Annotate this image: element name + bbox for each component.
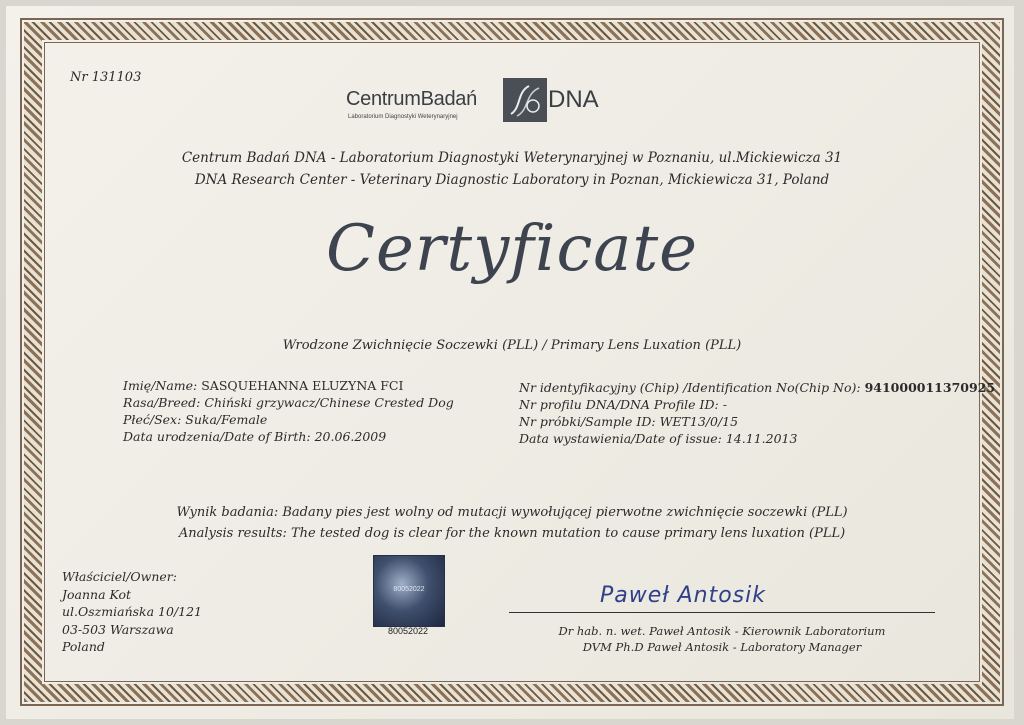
profile-row bbox=[519, 396, 995, 413]
hologram-seal bbox=[373, 555, 445, 627]
owner-label: Właściciel/Owner: bbox=[62, 569, 177, 584]
chip-row bbox=[519, 379, 995, 396]
lab-logo bbox=[346, 78, 616, 124]
certificate-title: Certyficate bbox=[325, 212, 699, 286]
dog-name-row bbox=[123, 377, 454, 394]
signer-title-english: DVM Ph.D Paweł Antosik - Laboratory Manager bbox=[582, 640, 862, 654]
owner-name: Joanna Kot bbox=[62, 586, 132, 602]
hologram-number-under: 80052022 bbox=[387, 626, 429, 636]
address-polish: Centrum Badań DNA - Laboratorium Diagnostyki Weterynaryjnej w Poznaniu, ul.Mickiewicza 31 bbox=[181, 150, 843, 166]
results-polish: Wynik badania: Badany pies jest wolny od mutacji wywołującej pierwotne zwichnięcie soczewki (PLL) bbox=[176, 505, 848, 520]
identification-details bbox=[519, 379, 995, 447]
chip-number: 941000011370925 bbox=[864, 380, 996, 395]
owner-block bbox=[62, 568, 202, 656]
dog-dob: 20.06.2009 bbox=[314, 429, 387, 444]
dog-dob-label: Data urodzenia/Date of Birth: bbox=[123, 429, 311, 444]
dog-breed-row bbox=[123, 394, 454, 411]
results-english: Analysis results: The tested dog is clear for the known mutation to cause primary lens luxation (PLL) bbox=[178, 526, 846, 541]
logo-subtitle: Laboratorium Diagnostyki Weterynaryjnej bbox=[348, 114, 458, 120]
dog-sex-label: Płeć/Sex: bbox=[123, 412, 182, 427]
signature-line bbox=[509, 612, 935, 613]
dog-sex: Suka/Female bbox=[185, 412, 268, 427]
analysis-results bbox=[0, 502, 1024, 544]
profile-label: Nr profilu DNA/DNA Profile ID: bbox=[519, 397, 719, 412]
dna-helix-icon bbox=[503, 78, 547, 122]
owner-street: ul.Oszmiańska 10/121 bbox=[62, 604, 203, 619]
dog-name-label: Imię/Name: bbox=[123, 378, 198, 393]
logo-dna: DNA bbox=[548, 86, 599, 113]
signer-title-polish: Dr hab. n. wet. Paweł Antosik - Kierownik Laboratorium bbox=[558, 624, 886, 638]
certificate-number: Nr 131103 bbox=[70, 70, 142, 85]
sample-label: Nr próbki/Sample ID: bbox=[519, 414, 656, 429]
dog-dob-row bbox=[123, 428, 454, 445]
handwritten-signature: Paweł Antosik bbox=[600, 583, 766, 608]
dog-name: SASQUEHANNA ELUZYNA FCI bbox=[201, 378, 404, 393]
sample-id: WET13/0/15 bbox=[659, 414, 739, 429]
test-name: Wrodzone Zwichnięcie Soczewki (PLL) / Primary Lens Luxation (PLL) bbox=[282, 338, 742, 353]
logo-name: CentrumBadań bbox=[346, 88, 477, 110]
sample-row bbox=[519, 413, 995, 430]
dog-sex-row bbox=[123, 411, 454, 428]
dog-breed: Chiński grzywacz/Chinese Crested Dog bbox=[204, 395, 454, 410]
profile-id: - bbox=[722, 397, 727, 412]
issue-date: 14.11.2013 bbox=[725, 431, 798, 446]
owner-city: 03-503 Warszawa bbox=[62, 621, 174, 637]
hologram-number: 80052022 bbox=[393, 586, 425, 593]
dog-breed-label: Rasa/Breed: bbox=[123, 395, 201, 410]
address-english: DNA Research Center - Veterinary Diagnostic Laboratory in Poznan, Mickiewicza 31, Poland bbox=[194, 172, 830, 188]
owner-country: Poland bbox=[62, 639, 105, 654]
issue-row bbox=[519, 430, 995, 447]
issue-label: Data wystawienia/Date of issue: bbox=[519, 431, 722, 446]
dog-details bbox=[123, 377, 454, 445]
chip-label: Nr identyfikacyjny (Chip) /Identification No(Chip No): bbox=[519, 380, 861, 395]
